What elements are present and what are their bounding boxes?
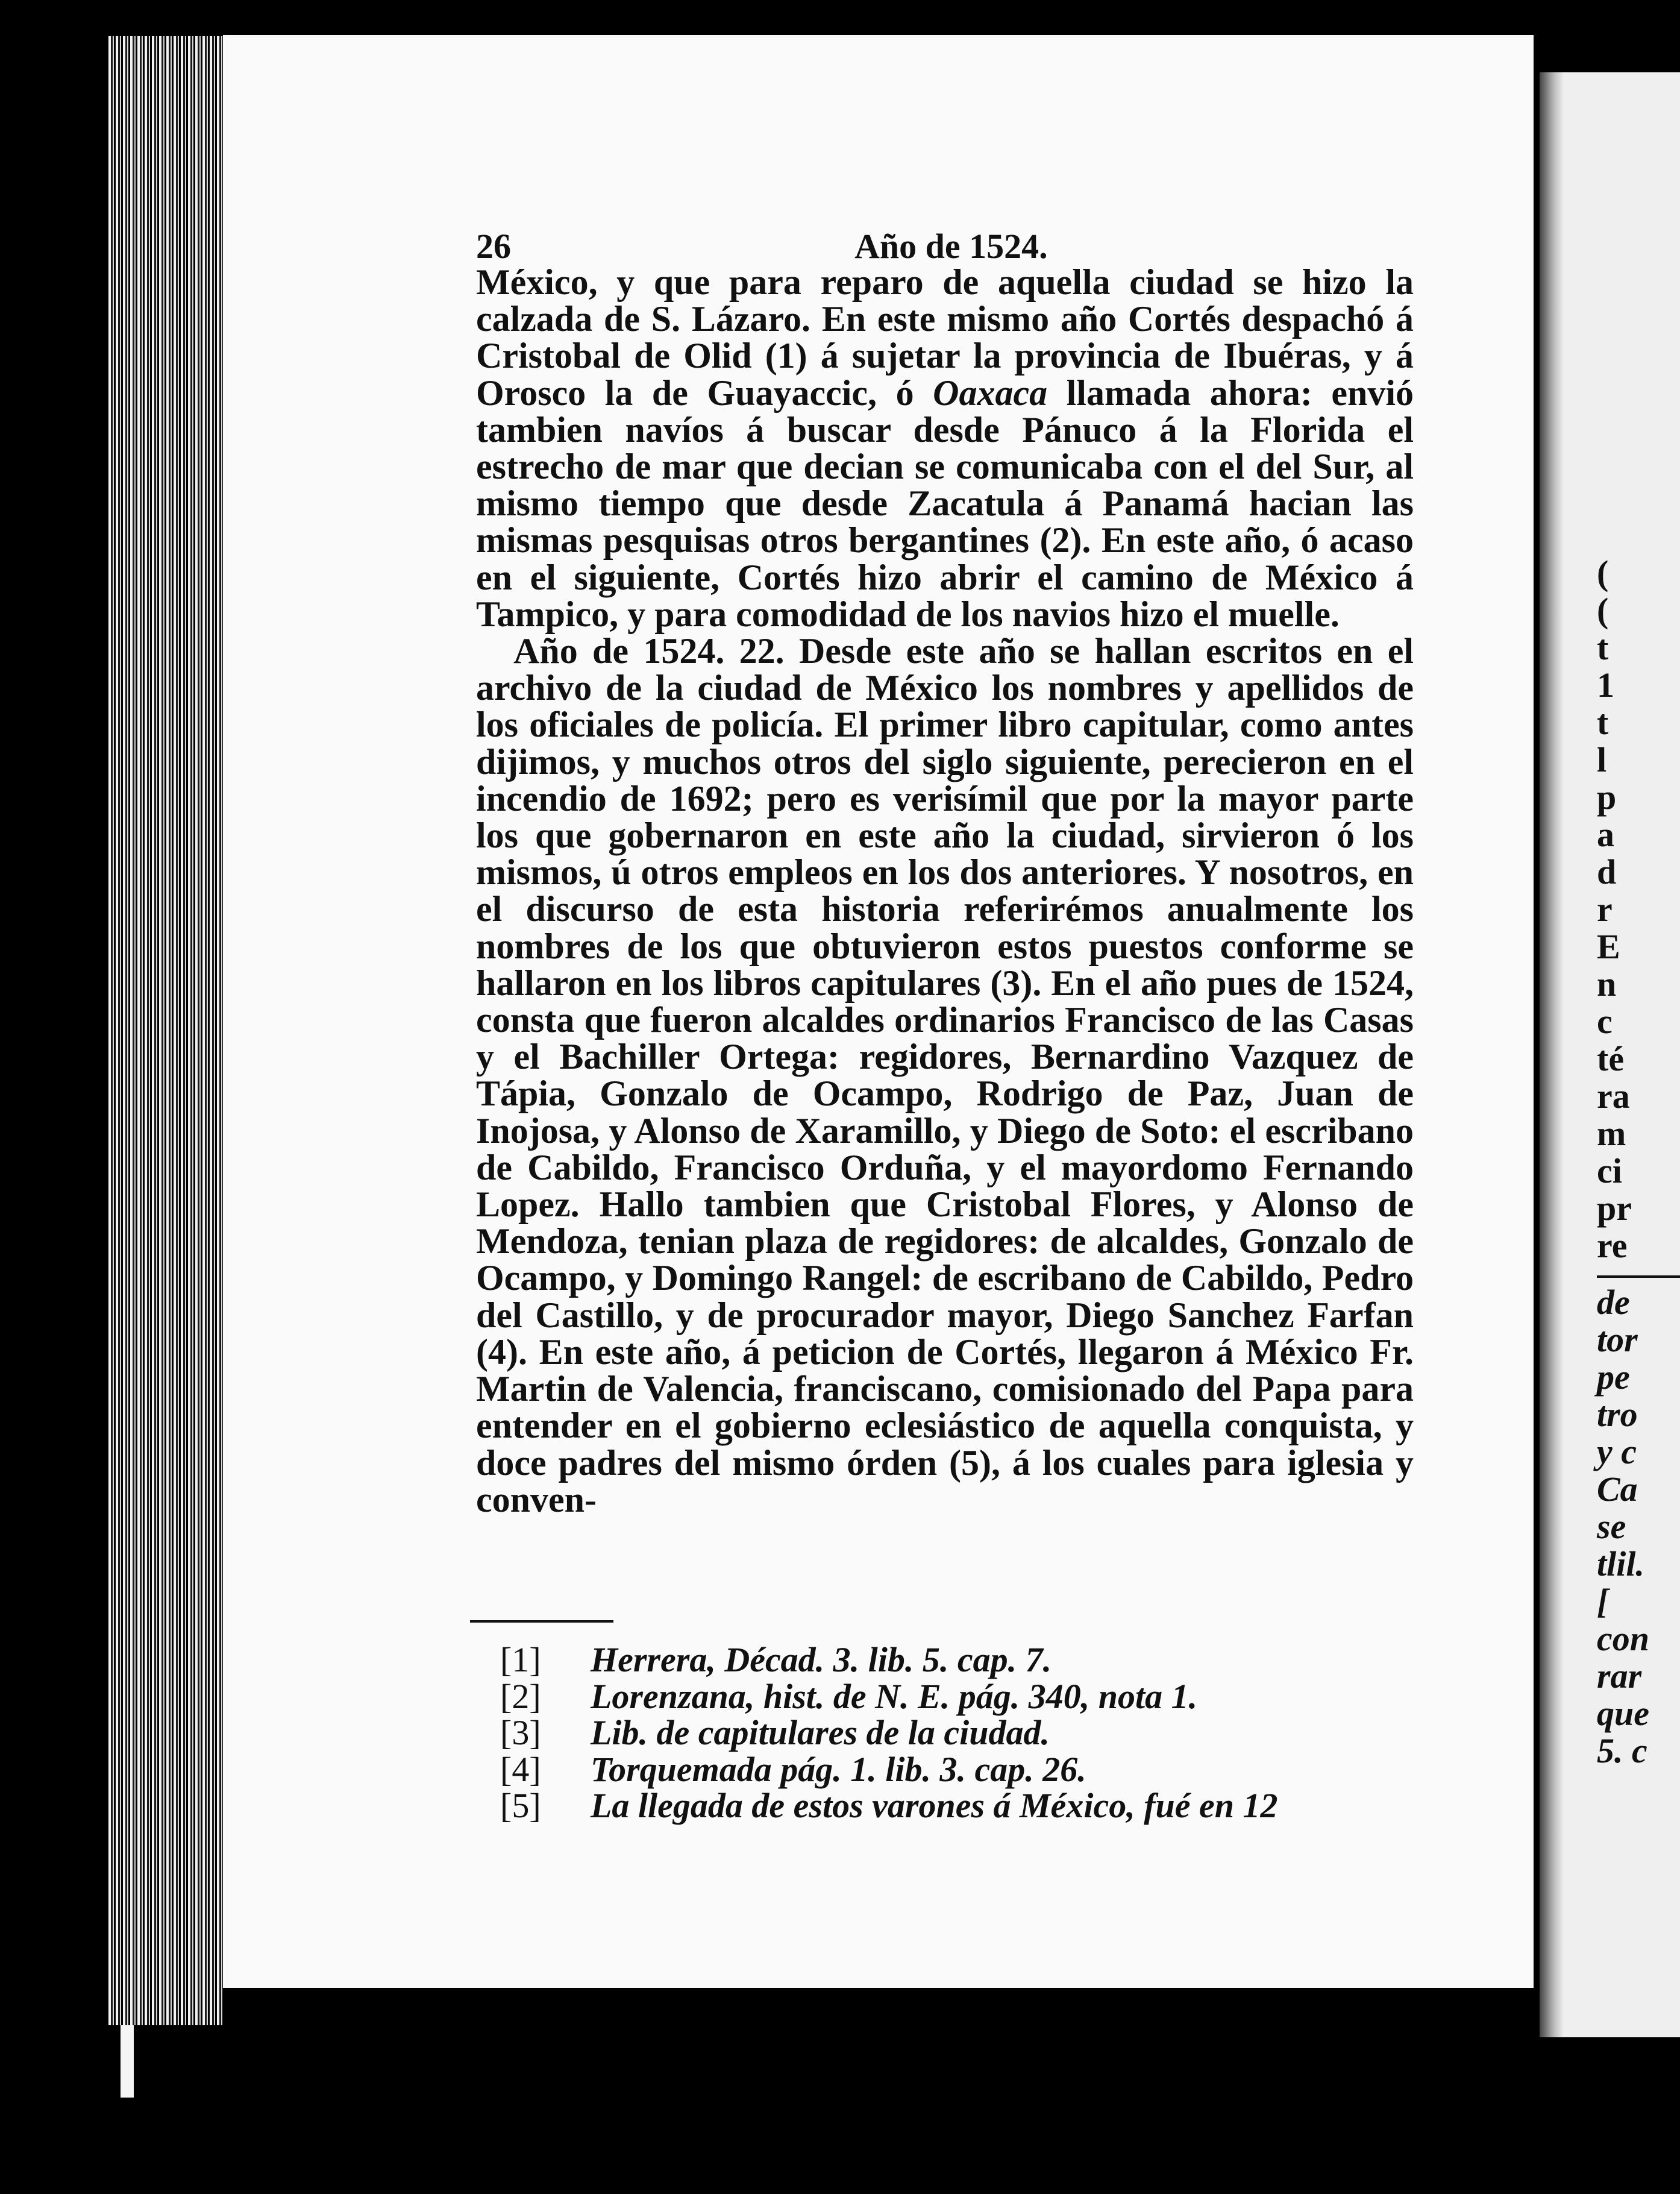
running-title: Año de 1524. <box>854 227 1048 266</box>
facing-main-line: c <box>1597 1002 1613 1041</box>
facing-main-line: d <box>1597 852 1617 891</box>
facing-main-line: ra <box>1597 1077 1630 1116</box>
footnote-4 <box>500 1749 1416 1789</box>
facing-main-line: t <box>1597 628 1609 667</box>
facing-main-line: E <box>1597 927 1620 966</box>
facing-note-line: rar <box>1597 1656 1642 1696</box>
facing-note-lines <box>1597 1284 1680 1770</box>
facing-main-line: pr <box>1597 1189 1632 1228</box>
facing-main-line: té <box>1597 1039 1625 1078</box>
facing-note-line: que <box>1597 1694 1649 1733</box>
footnote-rule <box>470 1620 613 1623</box>
facing-footnote-rule <box>1597 1275 1680 1278</box>
paragraph-1: México, y que para reparo de aquella ciudad se hizo la calzada de S. Lázaro. En este mismo año Cortés despachó á Cristobal de Olid (1) á sujetar la provincia de Ibuéras, y á Orosco la de Guayaccic, ó Oaxaca llamada ahora: envió tambien navíos á buscar desde Pánuco á la Florida el estrecho de mar que decian se comunicaba con el del Sur, al mismo tiempo que desde Zacatula á Panamá hacian las mismas pesquisas otros bergantines (2). En este año, ó acaso en el siguiente, Cortés hizo abrir el camino de México á Tampico, y para comodidad de los navios hizo el muelle. <box>476 262 1414 634</box>
footnote-marker: [5] <box>500 1786 541 1825</box>
facing-note-line: tor <box>1597 1320 1638 1359</box>
facing-main-line: n <box>1597 964 1617 1004</box>
facing-note-line: de <box>1597 1283 1630 1322</box>
facing-main-line: t <box>1597 703 1609 742</box>
facing-note-line: tro <box>1597 1395 1638 1434</box>
facing-note-line: 5. c <box>1597 1731 1647 1770</box>
footnote-marker: [3] <box>500 1713 541 1752</box>
facing-note-line: con <box>1597 1619 1649 1658</box>
facing-main-line: r <box>1597 890 1613 929</box>
footnote-text: Lib. de capitulares de la ciudad. <box>591 1713 1050 1752</box>
italic-term: Oaxaca <box>933 372 1048 413</box>
facing-main-line: a <box>1597 815 1614 854</box>
facing-note-line: y c <box>1597 1432 1637 1471</box>
facing-main-line: ( <box>1597 591 1609 630</box>
facing-main-line: ( <box>1597 553 1609 593</box>
footnote-2 <box>500 1676 1416 1716</box>
footnote-marker: [4] <box>500 1749 541 1789</box>
page-number: 26 <box>476 227 511 266</box>
paragraph-2: Año de 1524. 22. Desde este año se hallan escritos en el archivo de la ciudad de México los nombres y apellidos de los oficiales de policía. El primer libro capitular, como antes dijimos, y muchos otros del siglo siguiente, perecieron en el incendio de 1692; pero es verisímil que por la mayor parte los que gobernaron en este año la ciudad, sirvieron ó los mismos, ú otros empleos en los dos anteriores. Y nosotros, en el discurso de esta historia referirémos anualmente los nombres de los que obtuvieron estos puestos conforme se hallaron en los libros capitulares (3). En el año pues de 1524, consta que fueron alcaldes ordinarios Francisco de las Casas y el Bachiller Ortega: regidores, Bernardino Vazquez de Tápia, Gonzalo de Ocampo, Rodrigo de Paz, Juan de Inojosa, y Alonso de Xaramillo, y Diego de Soto: el escribano de Cabildo, Francisco Orduña, y el mayordomo Fernando Lopez. Hallo tambien que Cristobal Flores, y Alonso de Mendoza, tenian plaza de regidores: de alcaldes, Gonzalo de Ocampo, y Domingo Rangel: de escribano de Cabildo, Pedro del Castillo, y de procurador mayor, Diego Sanchez Farfan (4). En este año, á peticion de Cortés, llegaron á México Fr. Martin de Valencia, franciscano, comisionado del Papa para entender en el gobierno eclesiástico de aquella conquista, y doce padres del mismo órden (5), á los cuales para iglesia y conven- <box>476 631 1414 1520</box>
footnote-5 <box>500 1788 1416 1825</box>
facing-note-line: pe <box>1597 1357 1630 1397</box>
footnote-text: Torquemada pág. 1. lib. 3. cap. 26. <box>591 1749 1086 1789</box>
facing-note-line: [ <box>1597 1582 1609 1621</box>
body-text <box>476 264 1414 1518</box>
facing-main-line: ci <box>1597 1151 1622 1190</box>
facing-main-line: l <box>1597 740 1607 779</box>
facing-main-lines <box>1597 555 1680 1265</box>
facing-main-line: p <box>1597 778 1617 817</box>
footnote-text: Herrera, Décad. 3. lib. 5. cap. 7. <box>591 1640 1052 1679</box>
facing-page <box>1540 72 1680 2037</box>
facing-note-line: tlil. <box>1597 1544 1644 1583</box>
footnotes <box>500 1642 1416 1825</box>
facing-page-gutter <box>1540 72 1564 2037</box>
footnote-3 <box>500 1715 1416 1752</box>
footnote-marker: [2] <box>500 1676 541 1716</box>
facing-main-line: re <box>1597 1226 1628 1265</box>
facing-main-line: m <box>1597 1114 1626 1153</box>
facing-note-line: Ca <box>1597 1469 1638 1509</box>
footnote-text: La llegada de estos varones á México, fué en 12 <box>591 1786 1278 1825</box>
facing-main-line: 1 <box>1597 665 1614 705</box>
facing-note-line: se <box>1597 1507 1626 1546</box>
footnote-marker: [1] <box>500 1640 541 1679</box>
footnote-text: Lorenzana, hist. de N. E. pág. 340, nota 1. <box>591 1676 1198 1716</box>
footnote-1 <box>500 1642 1416 1679</box>
facing-page-text <box>1597 555 1680 1770</box>
page-stack-edge <box>108 36 223 2025</box>
